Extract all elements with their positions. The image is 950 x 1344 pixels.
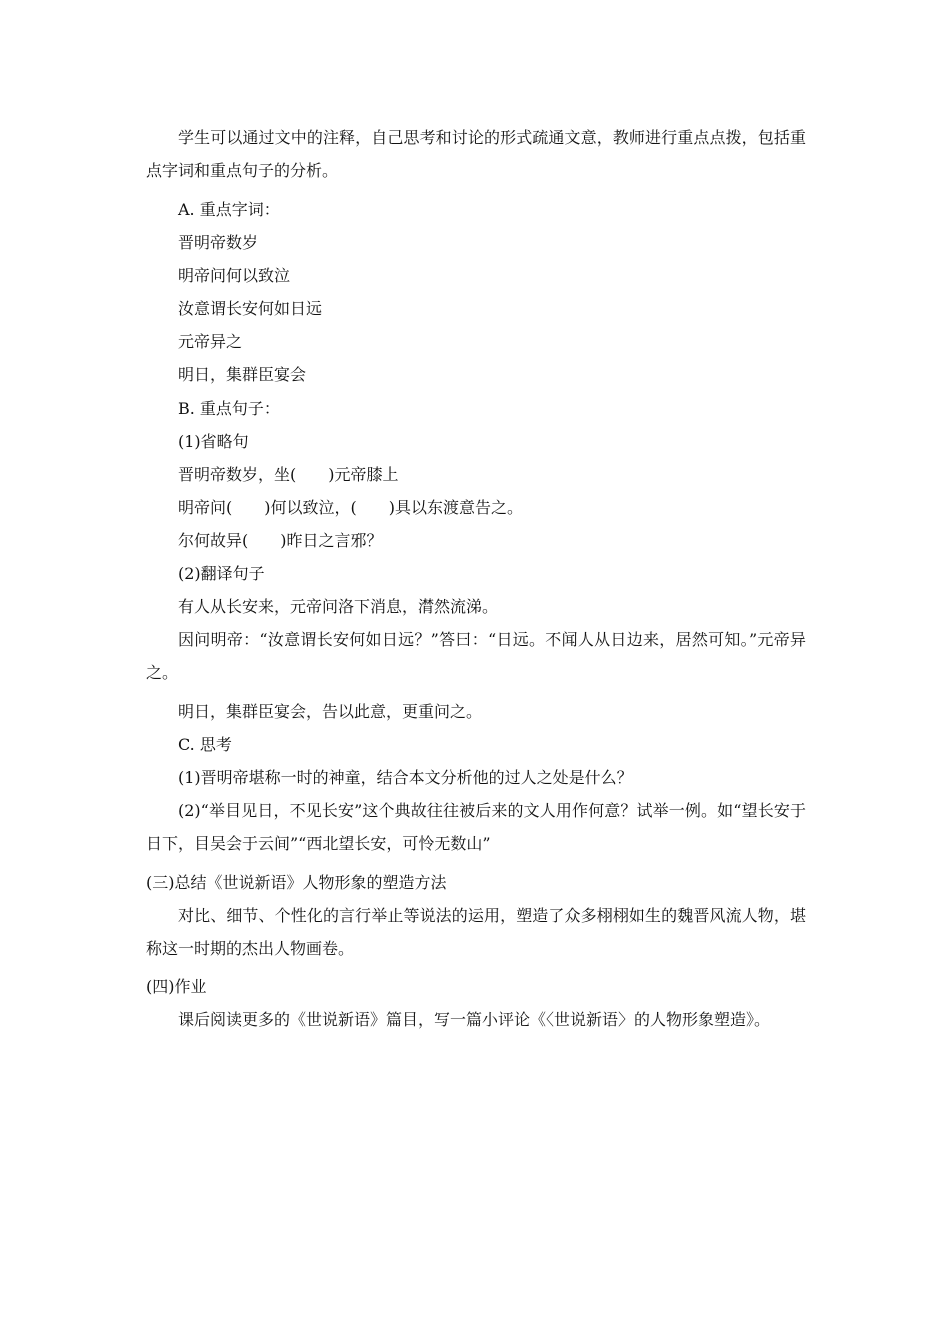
section-3-heading: (三)总结《世说新语》人物形象的塑造方法	[146, 873, 447, 892]
ellipsis-sentence-2: 明帝问( )何以致泣，( )具以东渡意告之。	[178, 498, 523, 517]
translate-sentence-3: 明日，集群臣宴会，告以此意，更重问之。	[178, 702, 483, 721]
ellipsis-sentence-1: 晋明帝数岁，坐( )元帝膝上	[178, 465, 399, 484]
translate-heading: (2)翻译句子	[178, 564, 265, 583]
key-word-3: 汝意谓长安何如日远	[178, 299, 323, 318]
key-words-heading: A. 重点字词：	[178, 200, 280, 219]
translate-sentence-1: 有人从长安来，元帝问洛下消息，潸然流涕。	[178, 597, 499, 616]
translate-sentence-2: 因问明帝：“汝意谓长安何如日远？”答曰：“日远。不闻人从日边来，居然可知。”元帝异之。	[146, 630, 806, 682]
think-heading: C. 思考	[178, 735, 232, 754]
think-question-2: (2)“举目见日，不见长安”这个典故往往被后来的文人用作何意？试举一例。如“望长安于日下，目吴会于云间”“西北望长安，可怜无数山”	[146, 801, 806, 853]
key-word-2: 明帝问何以致泣	[178, 266, 291, 285]
key-word-1: 晋明帝数岁	[178, 233, 259, 252]
key-sentences-heading: B. 重点句子：	[178, 399, 280, 418]
section-4-heading: (四)作业	[146, 977, 207, 996]
ellipsis-sentence-3: 尔何故异( )昨日之言邪？	[178, 531, 383, 550]
think-question-1: (1)晋明帝堪称一时的神童，结合本文分析他的过人之处是什么？	[178, 768, 633, 787]
section-3-body: 对比、细节、个性化的言行举止等说法的运用，塑造了众多栩栩如生的魏晋风流人物，堪称这一时期的杰出人物画卷。	[146, 906, 806, 958]
intro-paragraph: 学生可以通过文中的注释，自己思考和讨论的形式疏通文意，教师进行重点点拨，包括重点字词和重点句子的分析。	[146, 128, 806, 180]
key-word-5: 明日，集群臣宴会	[178, 365, 307, 384]
key-word-4: 元帝异之	[178, 332, 243, 351]
ellipsis-heading: (1)省略句	[178, 432, 249, 451]
section-4-body: 课后阅读更多的《世说新语》篇目，写一篇小评论《〈世说新语〉的人物形象塑造》。	[178, 1010, 771, 1029]
